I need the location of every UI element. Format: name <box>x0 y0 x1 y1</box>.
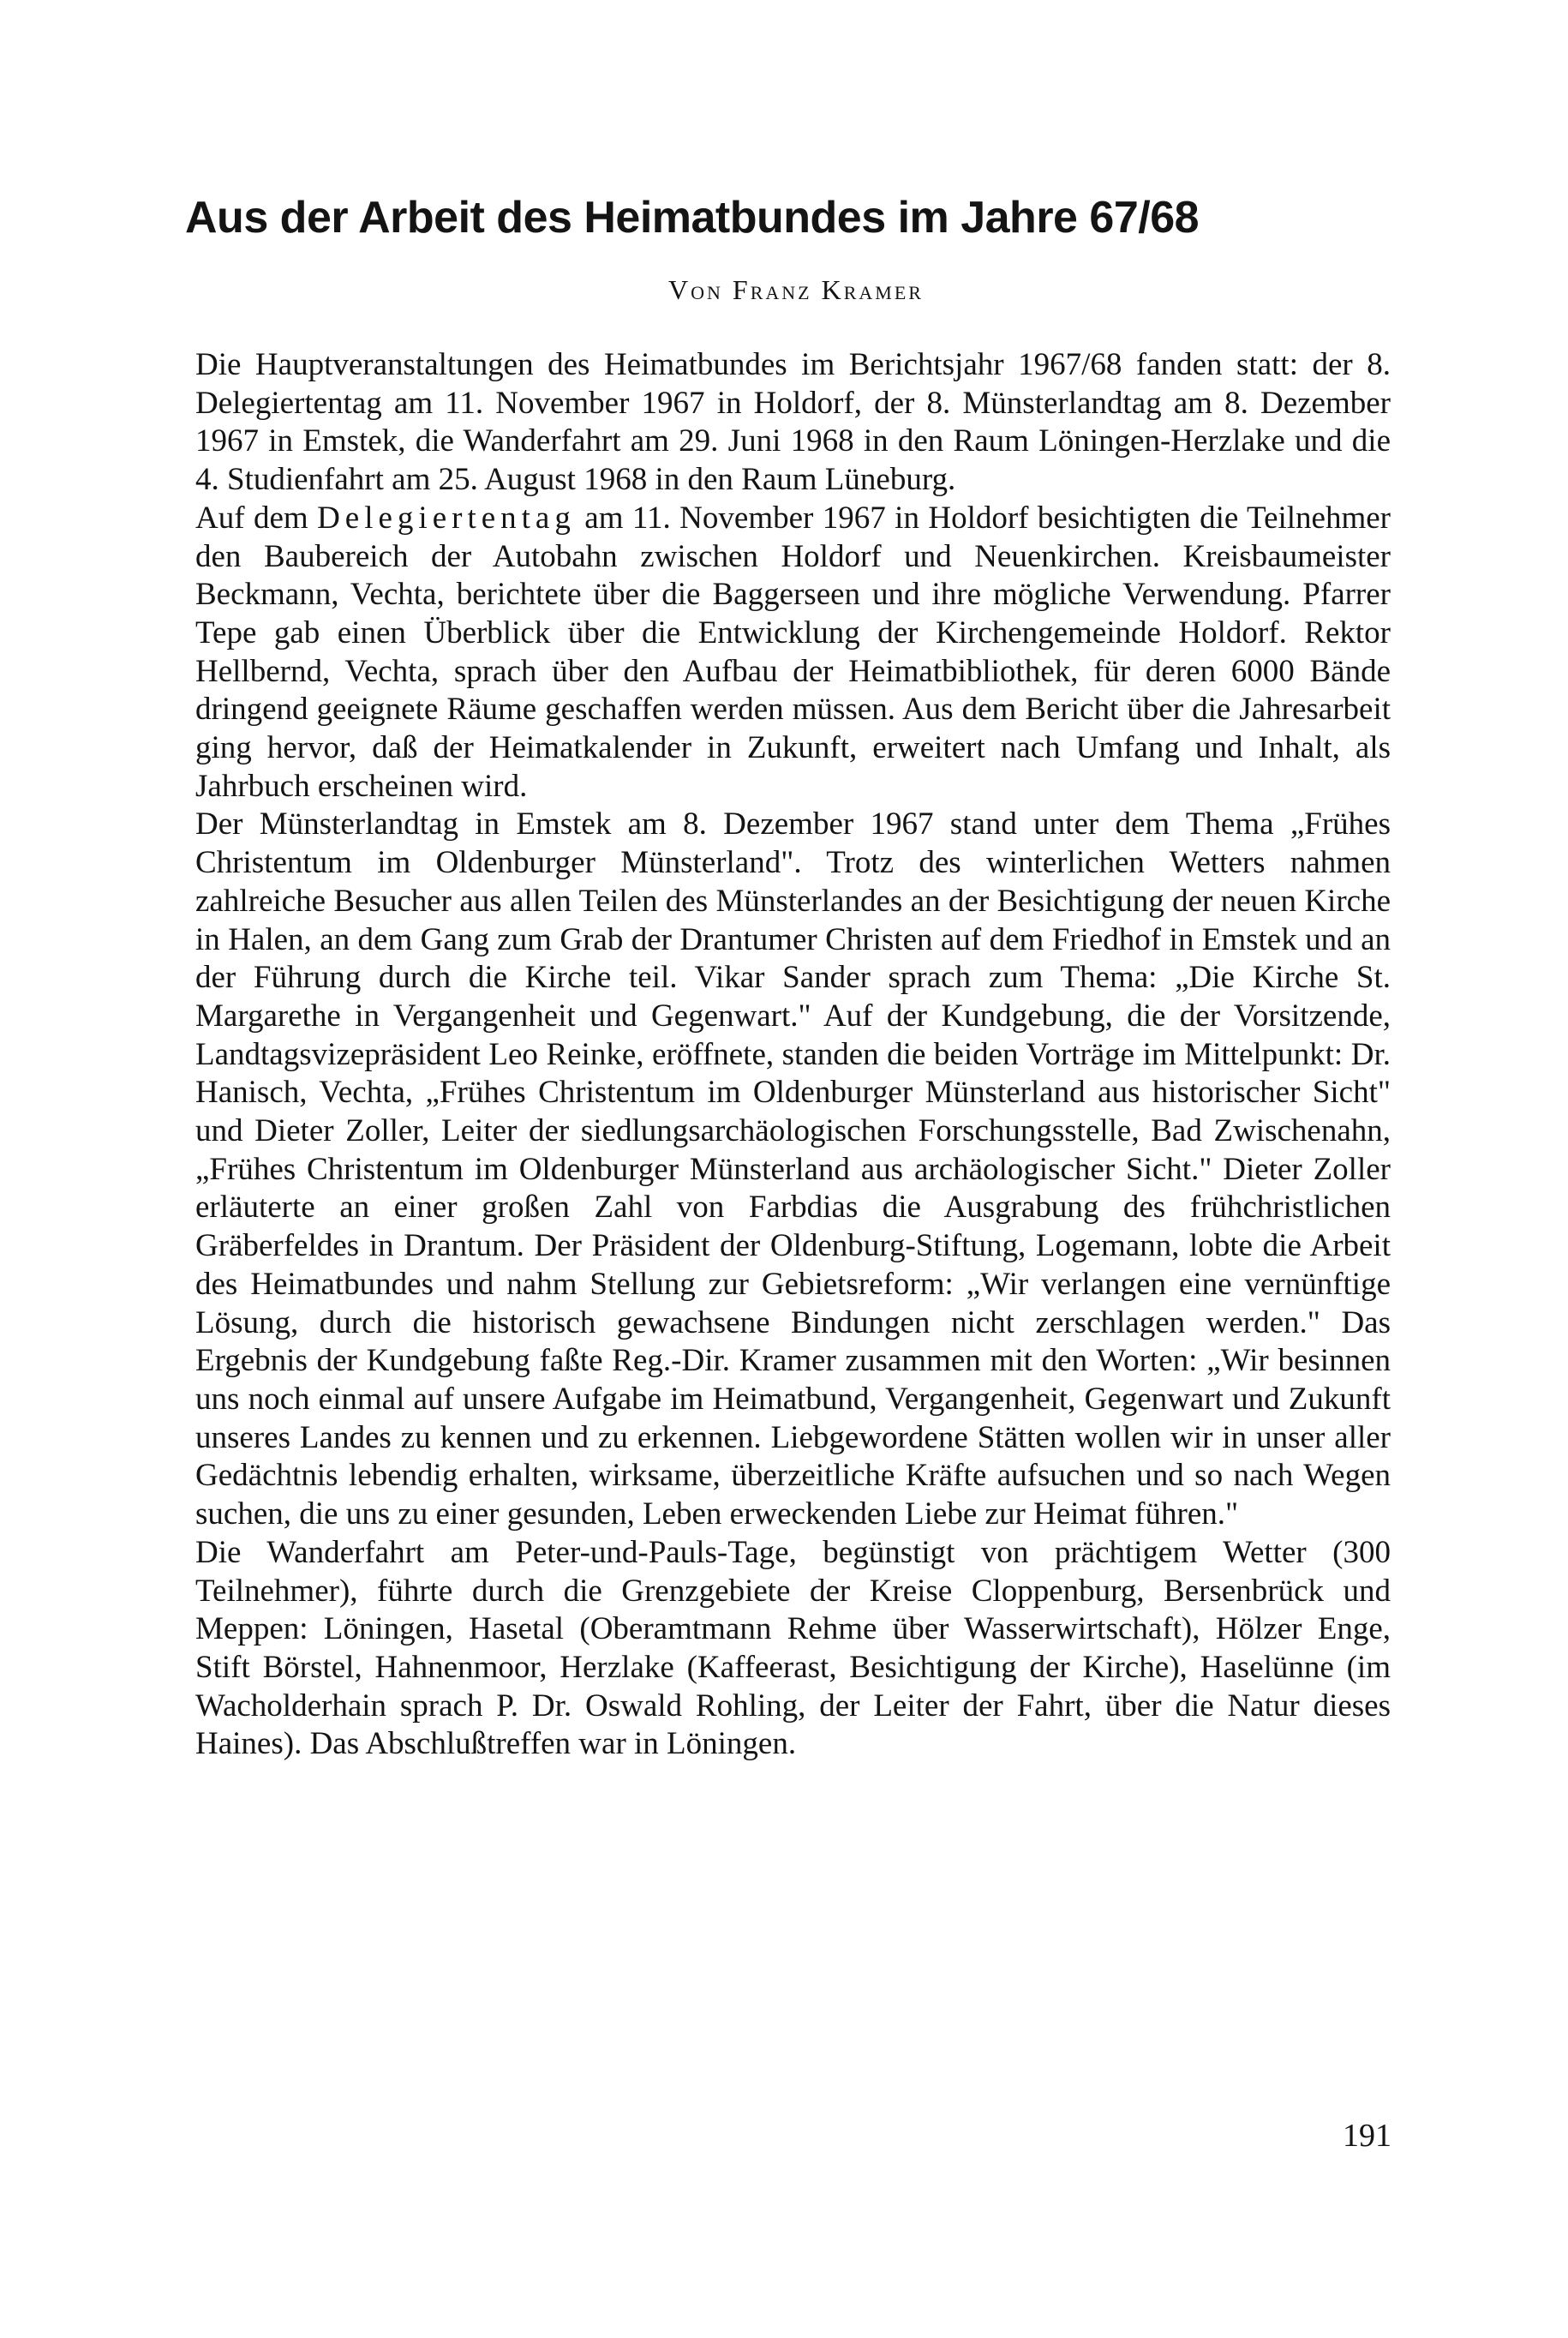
paragraph-delegiertentag <box>195 500 1391 806</box>
paragraph-text: Der Münsterlandtag in Emstek am 8. Dezember 1967 stand unter dem Thema „Frühes Christentum im Oldenburger Münsterland". Trotz des winterlichen Wetters nahmen zahlreiche Besucher aus allen Teilen des Münsterlandes an der Besichtigung der neuen Kirche in Halen, an dem Gang zum Grab der Drantumer Christen auf dem Friedhof in Emstek und an der Führung durch die Kirche teil. Vikar Sander sprach zum Thema: „Die Kirche St. Margarethe in Vergangenheit und Gegenwart." Auf der Kundgebung, die der Vorsitzende, Landtagsvizepräsident Leo Reinke, eröffnete, standen die beiden Vorträge im Mittelpunkt: Dr. Hanisch, Vechta, „Frühes Christentum im Oldenburger Münsterland aus historischer Sicht" und Dieter Zoller, Leiter der siedlungsarchäologischen Forschungsstelle, Bad Zwischenahn, „Frühes Christentum im Oldenburger Münsterland aus archäologischer Sicht." Dieter Zoller erläuterte an einer großen Zahl von Farbdias die Ausgrabung des frühchristlichen Gräberfeldes in Drantum. Der Präsident der Oldenburg-Stiftung, Logemann, lobte die Arbeit des Heimatbundes und nahm Stellung zur Gebietsreform: „Wir verlangen eine vernünftige Lösung, durch die historisch gewachsene Bindungen nicht zerschlagen werden." Das Ergebnis der Kundgebung faßte Reg.-Dir. Kramer zusammen mit den Worten: „Wir besinnen uns noch einmal auf unsere Aufgabe im Heimatbund, Vergangenheit, Gegenwart und Zukunft unseres Landes zu kennen und zu erkennen. Liebgewordene Stätten wollen wir in unser aller Gedächtnis lebendig erhalten, wirksame, überzeitliche Kräfte aufsuchen und so nach Wegen suchen, die uns zu einer gesunden, Leben erweckenden Liebe zur Heimat führen." <box>195 806 1391 1532</box>
paragraph-muensterlandtag <box>195 806 1391 1533</box>
paragraph-wanderfahrt <box>195 1534 1391 1764</box>
article-author: Von Franz Kramer <box>668 274 924 305</box>
paragraph-text: am 11. November 1967 in Holdorf besichtigten die Teilnehmer den Baubereich der Autobahn zwischen Holdorf und Neuenkirchen. Kreisbaumeister Beckmann, Vechta, berichtete über die Baggerseen und ihre mögliche Verwendung. Pfarrer Tepe gab einen Überblick über die Entwicklung der Kirchengemeinde Holdorf. Rektor Hellbernd, Vechta, sprach über den Aufbau der Heimatbibliothek, für deren 6000 Bände dringend geeignete Räume geschaffen werden müssen. Aus dem Bericht über die Jahresarbeit ging hervor, daß der Heimatkalender in Zukunft, erweitert nach Umfang und Inhalt, als Jahrbuch erscheinen wird. <box>195 500 1391 804</box>
paragraph-text: Die Wanderfahrt am Peter-und-Pauls-Tage, begünstigt von prächtigem Wetter (300 Teilnehmer), führte durch die Grenzgebiete der Kreise Cloppenburg, Bersenbrück und Meppen: Löningen, Hasetal (Oberamtmann Rehme über Wasserwirtschaft), Hölzer Enge, Stift Börstel, Hahnenmoor, Herzlake (Kaffeerast, Besichtigung der Kirche), Haselünne (im Wacholderhain sprach P. Dr. Oswald Rohling, der Leiter der Fahrt, über die Natur dieses Haines). Das Abschlußtreffen war in Löningen. <box>195 1534 1391 1762</box>
page-number: 191 <box>1343 2118 1391 2154</box>
paragraph-text: Die Hauptveranstaltungen des Heimatbundes im Berichtsjahr 1967/68 fanden statt: der 8. Delegiertentag am 11. November 1967 in Holdorf, der 8. Münsterlandtag am 8. Dezember 1967 in Emstek, die Wanderfahrt am 29. Juni 1968 in den Raum Löningen-Herzlake und die 4. Studienfahrt am 25. August 1968 in den Raum Lüneburg. <box>195 347 1391 498</box>
paragraph-lead: Auf dem <box>195 500 318 536</box>
article-body <box>195 346 1391 1764</box>
paragraph-intro <box>195 346 1391 500</box>
paragraph-lead-spaced: Delegiertentag <box>317 500 576 536</box>
article-title: Aus der Arbeit des Heimatbundes im Jahre 67/68 <box>185 193 1200 243</box>
